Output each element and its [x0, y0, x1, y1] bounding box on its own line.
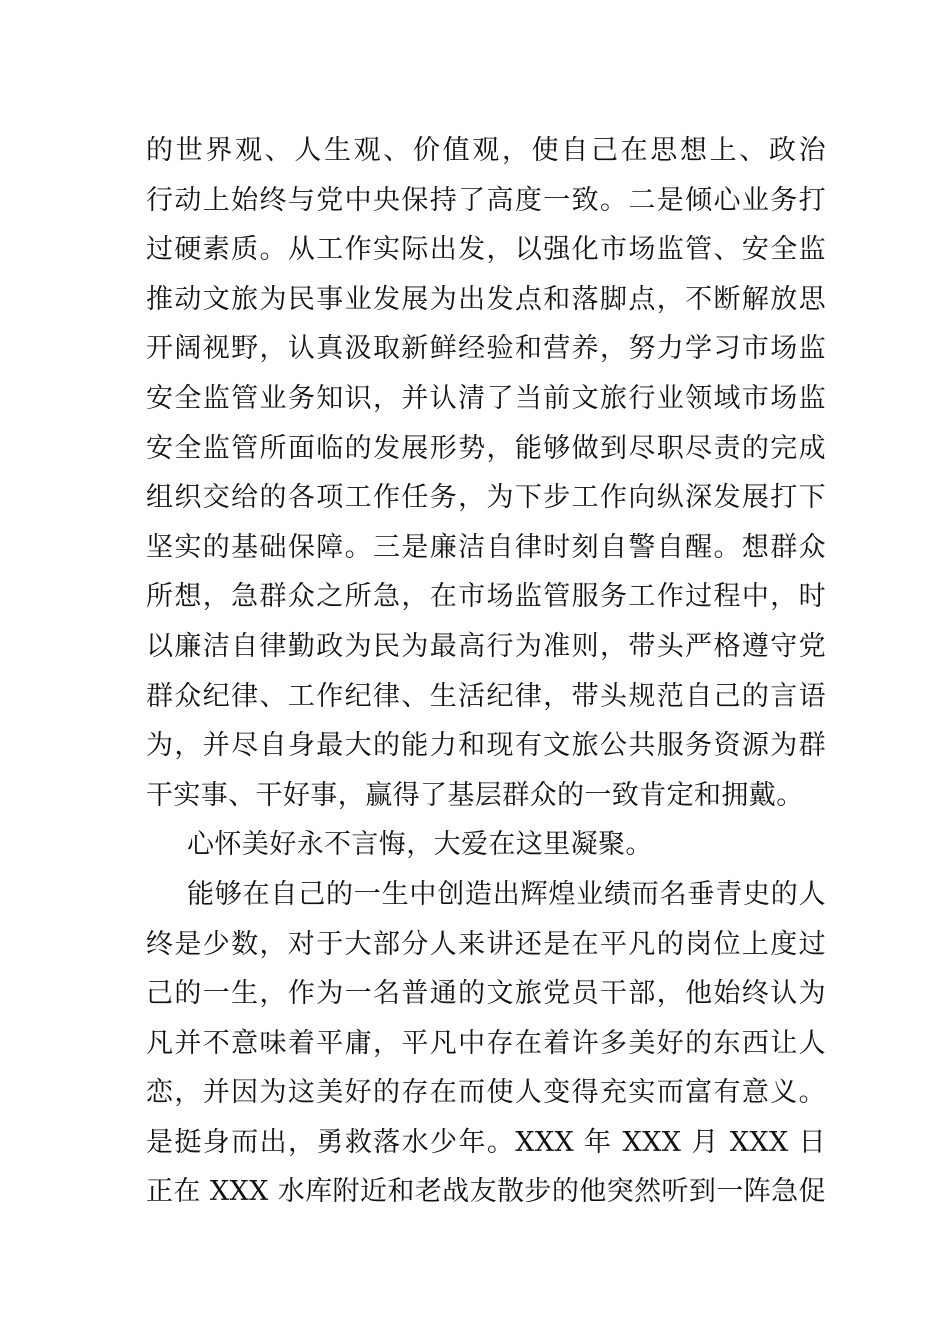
text-line: 恋，并因为这美好的存在而使人变得充实而富有意义。: [146, 1077, 826, 1109]
text-line: 行动上始终与党中央保持了高度一致。二是倾心业务打: [146, 184, 826, 216]
text-line: 能够在自己的一生中创造出辉煌业绩而名垂青史的人: [187, 878, 826, 910]
text-line: 安全监管业务知识，并认清了当前文旅行业领域市场监: [146, 382, 826, 414]
text-line: 干实事、干好事，赢得了基层群众的一致肯定和拥戴。: [146, 779, 804, 811]
text-line: 是挺身而出，勇救落水少年。XXX 年 XXX 月 XXX 日: [146, 1126, 826, 1158]
paragraph-heading-line: 心怀美好永不言悔，大爱在这里凝聚。: [187, 829, 653, 861]
text-line: 过硬素质。从工作实际出发，以强化市场监管、安全监: [146, 234, 826, 266]
text-line: 安全监管所面临的发展形势，能够做到尽职尽责的完成: [146, 432, 826, 464]
text-line: 群众纪律、工作纪律、生活纪律，带头规范自己的言语: [146, 680, 826, 712]
text-line: 凡并不意味着平庸，平凡中存在着许多美好的东西让人: [146, 1027, 826, 1059]
text-line: 终是少数，对于大部分人来讲还是在平凡的岗位上度过: [146, 928, 826, 960]
body-text: [146, 126, 826, 1217]
text-line: 为，并尽自身最大的能力和现有文旅公共服务资源为群: [146, 730, 826, 762]
text-line: 己的一生，作为一名普通的文旅党员干部，他始终认为: [146, 978, 826, 1010]
text-line: 正在 XXX 水库附近和老战友散步的他突然听到一阵急促: [146, 1176, 826, 1208]
text-line: 的世界观、人生观、价值观，使自己在思想上、政治: [146, 135, 826, 166]
text-line: 开阔视野，认真汲取新鲜经验和营养，努力学习市场监: [146, 333, 826, 365]
text-line: 以廉洁自律勤政为民为最高行为准则，带头严格遵守党: [146, 630, 826, 662]
text-line: 推动文旅为民事业发展为出发点和落脚点，不断解放思: [146, 283, 826, 315]
text-line: 坚实的基础保障。三是廉洁自律时刻自警自醒。想群众: [146, 531, 826, 563]
text-line: 组织交给的各项工作任务，为下步工作向纵深发展打下: [146, 482, 826, 514]
text-line: 所想，急群众之所急，在市场监管服务工作过程中，时: [146, 581, 826, 613]
